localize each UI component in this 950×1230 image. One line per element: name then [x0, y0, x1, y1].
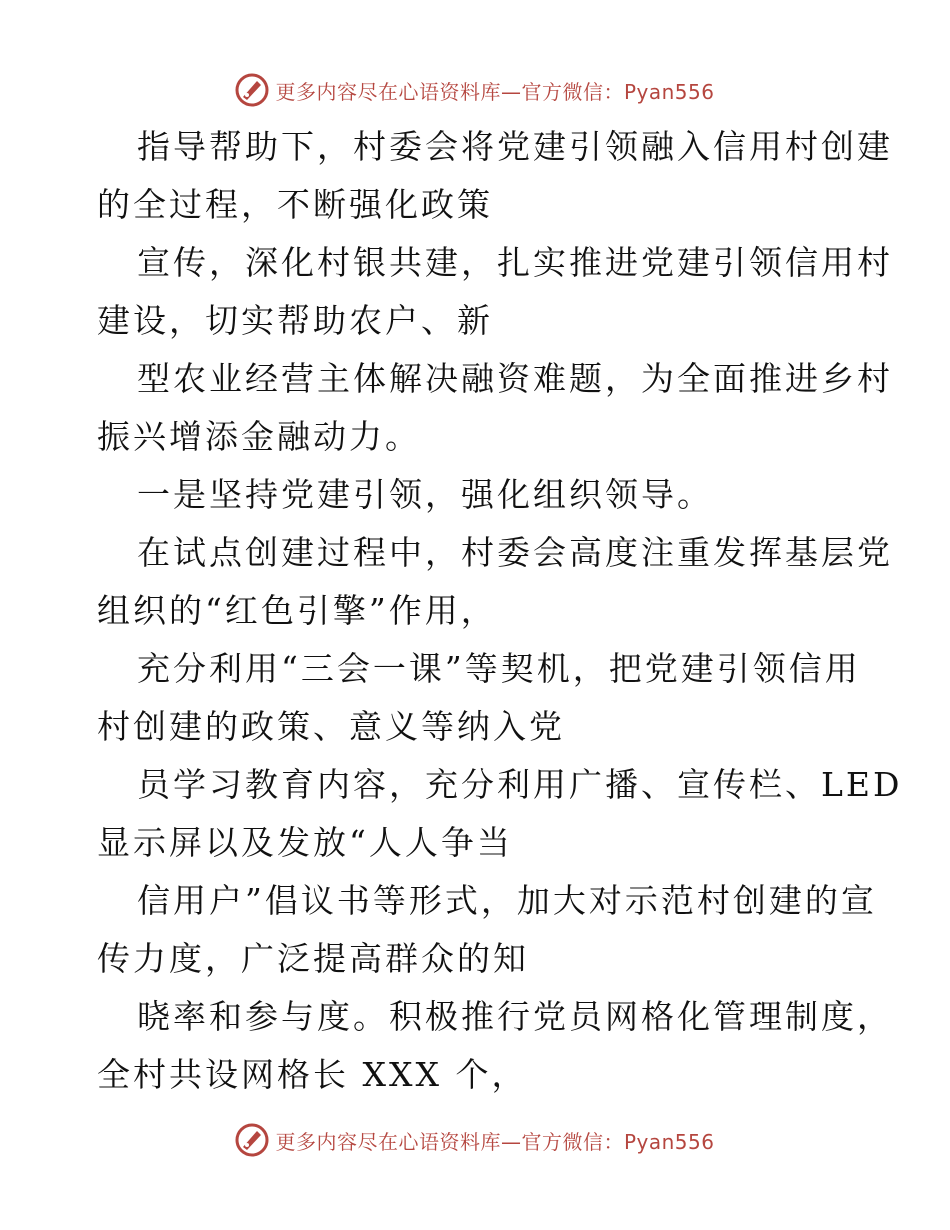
body-line: 型农业经营主体解决融资难题，为全面推进乡村 [137, 359, 893, 398]
body-line: 一是坚持党建引领，强化组织领导。 [137, 475, 713, 514]
body-line: 的全过程，不断强化政策 [97, 185, 493, 224]
body-line: 在试点创建过程中，村委会高度注重发挥基层党 [137, 533, 893, 572]
pen-logo-icon [235, 1123, 269, 1157]
footer-banner-text: 更多内容尽在心语资料库—官方微信：Pyan556 [275, 1129, 715, 1154]
body-line: 信用户”倡议书等形式，加大对示范村创建的宣 [137, 881, 877, 920]
body-line: 充分利用“三会一课”等契机，把党建引领信用 [137, 649, 861, 688]
body-line: 村创建的政策、意义等纳入党 [97, 707, 565, 746]
body-line: 全村共设网格长 XXX 个， [97, 1055, 528, 1094]
body-line: 建设，切实帮助农户、新 [97, 301, 493, 340]
body-line: 传力度，广泛提高群众的知 [97, 939, 529, 978]
body-line: 宣传，深化村银共建，扎实推进党建引领信用村 [137, 243, 893, 282]
document-body [97, 118, 903, 1104]
header-banner [0, 70, 950, 110]
body-line: 振兴增添金融动力。 [97, 417, 421, 456]
header-banner-text: 更多内容尽在心语资料库—官方微信：Pyan556 [275, 79, 715, 104]
body-line: 组织的“红色引擎”作用， [97, 591, 497, 630]
body-line: 晓率和参与度。积极推行党员网格化管理制度， [137, 997, 893, 1036]
body-line: 指导帮助下，村委会将党建引领融入信用村创建 [137, 127, 893, 166]
footer-banner [0, 1120, 950, 1160]
body-line: 显示屏以及发放“人人争当 [97, 823, 513, 862]
body-line: 员学习教育内容，充分利用广播、宣传栏、LED [137, 765, 903, 804]
pen-logo-icon [235, 73, 269, 107]
